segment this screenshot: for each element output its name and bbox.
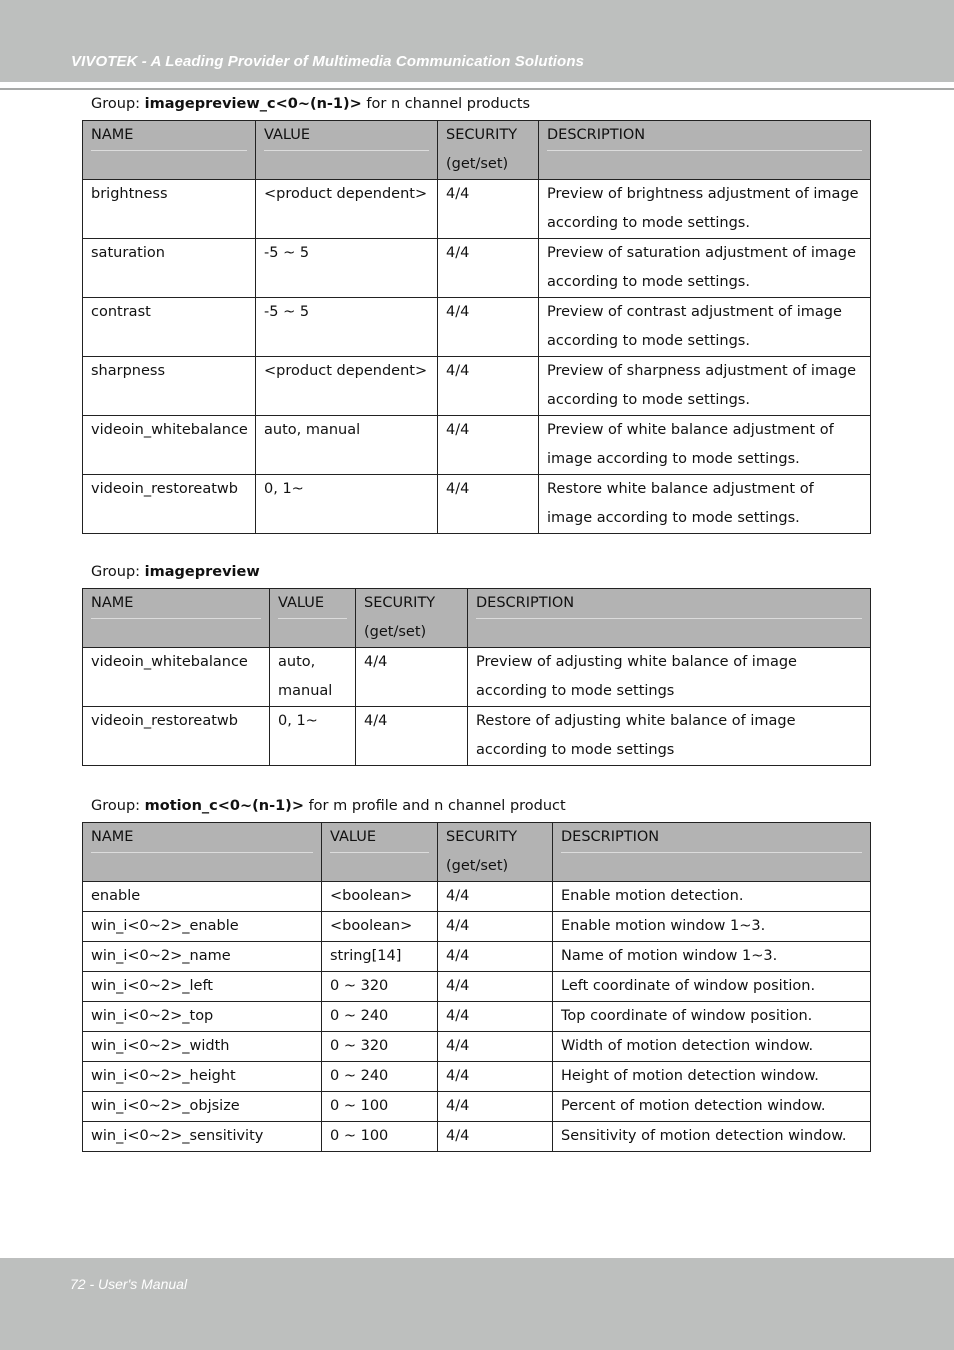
column-header: SECURITY (get/set) bbox=[438, 823, 553, 882]
param-security: 4/4 bbox=[356, 648, 468, 707]
table-row bbox=[83, 882, 871, 912]
param-value: auto, manual bbox=[256, 416, 438, 475]
param-security: 4/4 bbox=[438, 942, 553, 972]
table-row bbox=[83, 239, 871, 298]
param-name: contrast bbox=[83, 298, 256, 357]
column-header: VALUE bbox=[270, 589, 356, 648]
column-header: DESCRIPTION bbox=[468, 589, 871, 648]
table-row bbox=[83, 1122, 871, 1152]
table-row bbox=[83, 1002, 871, 1032]
param-security: 4/4 bbox=[438, 1002, 553, 1032]
param-security: 4/4 bbox=[438, 882, 553, 912]
param-name: videoin_restoreatwb bbox=[83, 707, 270, 766]
param-description: Preview of contrast adjustment of image according to mode settings. bbox=[539, 298, 871, 357]
param-value: 0 ~ 240 bbox=[322, 1062, 438, 1092]
group-title-imagepreview-channel bbox=[91, 96, 530, 112]
param-description: Preview of saturation adjustment of image according to mode settings. bbox=[539, 239, 871, 298]
param-description: Enable motion detection. bbox=[553, 882, 871, 912]
column-header: VALUE bbox=[256, 121, 438, 180]
parameter-table-motion bbox=[82, 822, 871, 1152]
param-security: 4/4 bbox=[438, 912, 553, 942]
param-value: auto, manual bbox=[270, 648, 356, 707]
param-name: win_i<0~2>_top bbox=[83, 1002, 322, 1032]
param-value: 0 ~ 100 bbox=[322, 1122, 438, 1152]
param-security: 4/4 bbox=[356, 707, 468, 766]
table-row bbox=[83, 180, 871, 239]
param-name: saturation bbox=[83, 239, 256, 298]
column-header: DESCRIPTION bbox=[553, 823, 871, 882]
param-description: Percent of motion detection window. bbox=[553, 1092, 871, 1122]
param-value: 0 ~ 240 bbox=[322, 1002, 438, 1032]
param-security: 4/4 bbox=[438, 357, 539, 416]
column-header: NAME bbox=[83, 121, 256, 180]
param-description: Enable motion window 1~3. bbox=[553, 912, 871, 942]
param-value: 0 ~ 320 bbox=[322, 972, 438, 1002]
param-value: 0, 1~ bbox=[256, 475, 438, 534]
table-row bbox=[83, 648, 871, 707]
param-security: 4/4 bbox=[438, 475, 539, 534]
group-suffix: for n channel products bbox=[361, 96, 531, 112]
column-header: DESCRIPTION bbox=[539, 121, 871, 180]
param-security: 4/4 bbox=[438, 1122, 553, 1152]
table-row bbox=[83, 1032, 871, 1062]
param-name: sharpness bbox=[83, 357, 256, 416]
param-description: Name of motion window 1~3. bbox=[553, 942, 871, 972]
param-value: <boolean> bbox=[322, 912, 438, 942]
param-value: -5 ~ 5 bbox=[256, 298, 438, 357]
param-value: -5 ~ 5 bbox=[256, 239, 438, 298]
table-row bbox=[83, 972, 871, 1002]
group-title-motion bbox=[91, 798, 566, 814]
group-prefix: Group: bbox=[91, 564, 145, 580]
parameter-table-imagepreview bbox=[82, 588, 871, 766]
table-row bbox=[83, 416, 871, 475]
column-header: SECURITY (get/set) bbox=[438, 121, 539, 180]
param-description: Sensitivity of motion detection window. bbox=[553, 1122, 871, 1152]
table-row bbox=[83, 1092, 871, 1122]
group-name: imagepreview bbox=[144, 564, 260, 580]
group-name: imagepreview_c<0~(n-1)> bbox=[144, 96, 362, 112]
param-description: Left coordinate of window position. bbox=[553, 972, 871, 1002]
param-description: Preview of sharpness adjustment of image according to mode settings. bbox=[539, 357, 871, 416]
param-security: 4/4 bbox=[438, 180, 539, 239]
table-row bbox=[83, 1062, 871, 1092]
param-name: enable bbox=[83, 882, 322, 912]
param-description: Top coordinate of window position. bbox=[553, 1002, 871, 1032]
param-security: 4/4 bbox=[438, 239, 539, 298]
header-title: VIVOTEK - A Leading Provider of Multimedia Communication Solutions bbox=[71, 53, 585, 70]
page-footer bbox=[0, 1258, 954, 1350]
table-row bbox=[83, 942, 871, 972]
param-name: win_i<0~2>_name bbox=[83, 942, 322, 972]
table-row bbox=[83, 298, 871, 357]
table-row bbox=[83, 707, 871, 766]
table-row bbox=[83, 475, 871, 534]
param-name: win_i<0~2>_enable bbox=[83, 912, 322, 942]
group-title-imagepreview bbox=[91, 564, 260, 580]
param-description: Height of motion detection window. bbox=[553, 1062, 871, 1092]
param-value: 0, 1~ bbox=[270, 707, 356, 766]
param-description: Preview of adjusting white balance of image according to mode settings bbox=[468, 648, 871, 707]
param-security: 4/4 bbox=[438, 1062, 553, 1092]
param-name: win_i<0~2>_height bbox=[83, 1062, 322, 1092]
table-header-row bbox=[83, 121, 871, 180]
param-name: videoin_restoreatwb bbox=[83, 475, 256, 534]
param-security: 4/4 bbox=[438, 416, 539, 475]
param-description: Width of motion detection window. bbox=[553, 1032, 871, 1062]
param-security: 4/4 bbox=[438, 298, 539, 357]
param-value: <product dependent> bbox=[256, 357, 438, 416]
page-header bbox=[0, 0, 954, 82]
header-divider bbox=[0, 88, 954, 90]
group-name: motion_c<0~(n-1)> bbox=[144, 798, 304, 814]
param-name: videoin_whitebalance bbox=[83, 648, 270, 707]
table-row bbox=[83, 357, 871, 416]
param-name: win_i<0~2>_width bbox=[83, 1032, 322, 1062]
table-header-row bbox=[83, 589, 871, 648]
column-header: VALUE bbox=[322, 823, 438, 882]
parameter-table-imagepreview-channel bbox=[82, 120, 871, 534]
param-description: Restore of adjusting white balance of image according to mode settings bbox=[468, 707, 871, 766]
column-header: SECURITY (get/set) bbox=[356, 589, 468, 648]
param-name: win_i<0~2>_sensitivity bbox=[83, 1122, 322, 1152]
param-value: string[14] bbox=[322, 942, 438, 972]
group-suffix: for m profile and n channel product bbox=[303, 798, 566, 814]
param-description: Restore white balance adjustment of image according to mode settings. bbox=[539, 475, 871, 534]
param-security: 4/4 bbox=[438, 972, 553, 1002]
column-header: NAME bbox=[83, 823, 322, 882]
param-security: 4/4 bbox=[438, 1032, 553, 1062]
group-prefix: Group: bbox=[91, 96, 145, 112]
table-row bbox=[83, 912, 871, 942]
param-description: Preview of brightness adjustment of image according to mode settings. bbox=[539, 180, 871, 239]
param-security: 4/4 bbox=[438, 1092, 553, 1122]
param-name: brightness bbox=[83, 180, 256, 239]
param-name: videoin_whitebalance bbox=[83, 416, 256, 475]
param-value: 0 ~ 320 bbox=[322, 1032, 438, 1062]
column-header: NAME bbox=[83, 589, 270, 648]
param-name: win_i<0~2>_left bbox=[83, 972, 322, 1002]
param-description: Preview of white balance adjustment of image according to mode settings. bbox=[539, 416, 871, 475]
param-value: <product dependent> bbox=[256, 180, 438, 239]
group-prefix: Group: bbox=[91, 798, 145, 814]
page-number-label: 72 - User's Manual bbox=[70, 1276, 188, 1292]
param-value: <boolean> bbox=[322, 882, 438, 912]
param-name: win_i<0~2>_objsize bbox=[83, 1092, 322, 1122]
param-value: 0 ~ 100 bbox=[322, 1092, 438, 1122]
table-header-row bbox=[83, 823, 871, 882]
